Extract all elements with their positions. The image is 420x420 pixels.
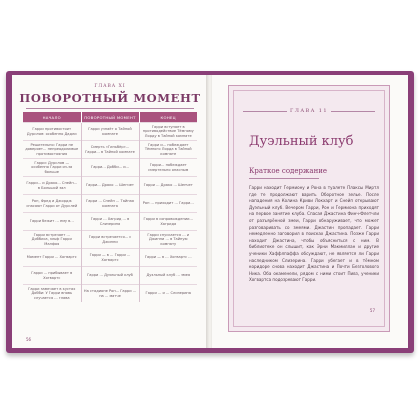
table-cell: Гарри — в ... Хогвартс ... [139,249,197,267]
column-header: НАЧАЛО [23,112,81,123]
table-cell: Гарри вступает в противодействие Тёмному Лорду в Тайной комнате [139,123,197,141]
table-cell: Гарри ... Снейп ... Тайная комната [81,195,139,213]
table-cell: Гарри... Драко ... Шепчет [81,177,139,195]
table-cell: Гарри — в ... Гарри ... Хогвартс [81,249,139,267]
title-divider [26,108,194,109]
table-row [23,141,197,159]
table-cell: Гарри ... и ... Слизерина [139,285,197,303]
table-row [23,177,197,195]
page-title: ПОВОРОТНЫЙ МОМЕНТ [19,91,201,105]
table-cell: Гарри ... Хагрид ... в Слизерина [81,213,139,231]
table-header-row [23,112,197,123]
section-subtitle: Краткое содержание [249,167,328,175]
page-number: 57 [369,308,375,313]
table-cell: Гарри... побеждает смертельно опасным [139,159,197,177]
table-cell: Гарри... и Драко... Снейп... в Большой зал [23,177,81,195]
chapter-label: ГЛАВА 11 [290,108,328,114]
table-cell: Гарри ... прибывает в Хогвартс [23,267,81,285]
table-cell: Гарри встречает ... Доббиса, эльф Гарри Малфоя [23,231,81,249]
table-row [23,159,197,177]
table-cell: Гарри бежит ... ему в... [23,213,81,231]
table-cell: Гарри противостоит Дурслям: особенно Дадли [23,123,81,141]
table-row [23,267,197,285]
summary-text: Гарри находит Гермиону и Рона в туалете Плаксы Миртл где те продолжают варить Оборотное зелье. После нападения на Колина Криви Локхарт и Снейп открывают Дуэльный клуб. Вечером Гарри, Рон и Гермиона приходят на первое занятие клуба. Спасая Джастина Финч-Флетчли от разъярённой змеи, Гарри обнаруживает, что может разговаривать со змеями. Джастин пропадает. Гарри немедленно заговорил в поисках Джастина. Позже Гарри находит Джастина, чтобы объясниться с ним. В библиотеке он слышит, как Эрни Макмиллан и другие ученики Хаффлпаффа обсуждают, не является ли Гарри наследником Слизерина. Гарри убегает и в тёмном коридоре снова находит Джастина и Почти Безголового Ника. Оба окаменели, рядом с ними стоит Пивз, ученики Хогвартса подозревают Гарри. [249,185,379,283]
table-row [23,285,197,303]
table-row [23,249,197,267]
table-cell: Гарри ... Драко ... Шепчет [139,177,197,195]
table-cell: Смерть «Гиньбёр»... Гарри... в Тайной комнате [81,141,139,159]
table-cell: Момент Гарри ... Хогвартс [23,249,81,267]
table-cell: Гарри... Добби... и... [81,159,139,177]
chapter-tag: ГЛАВА XI [94,84,126,89]
table-cell: Рон, Фред и Джордж спасают Гарри от Дурслей [23,195,81,213]
table-row [23,231,197,249]
table-cell: Гарри и... побеждает Тёмного Лорда в Тайной комнате [139,141,197,159]
table-cell: Гарри узнаёт о Тайной комнате [81,123,139,141]
column-header: ПОВОРОТНЫЙ МОМЕНТ [81,112,139,123]
table-cell: Рон ... приходит ... Гарри... [139,195,197,213]
table-cell: Гарри встречается... с Джинни [81,231,139,249]
table-row [23,213,197,231]
table-cell: На стадионе Рон... Гарри ... на ... матче [81,285,139,303]
chapter-rule-right [331,111,375,112]
table-cell: Гарри: Дурслям — особенно Гарри из-за больше [23,159,81,177]
left-page [12,75,208,348]
turning-point-table [23,112,197,302]
table-cell: Гарри спускается ... и Джинни ... в Тайную комнату [139,231,197,249]
table-row [23,195,197,213]
table-cell: Решительно: Гарри не доверяет... непреодолимые противостояния [23,141,81,159]
chapter-title: Дуэльный клуб [249,134,354,149]
summary-panel [228,85,390,332]
table-row [23,123,197,141]
table-cell: Дуэльный клуб ... змея [139,267,197,285]
column-header: КОНЕЦ [139,112,197,123]
subtitle-divider [249,178,319,179]
table-cell: Гарри замечает в кустах Добби: У Гарри вновь случается ... глава [23,285,81,303]
table-cell: Гарри в сопровождении... Хагрида [139,213,197,231]
page-number: 56 [26,337,32,342]
right-page [212,75,408,348]
table-cell: Гарри ... Дуэльный клуб [81,267,139,285]
